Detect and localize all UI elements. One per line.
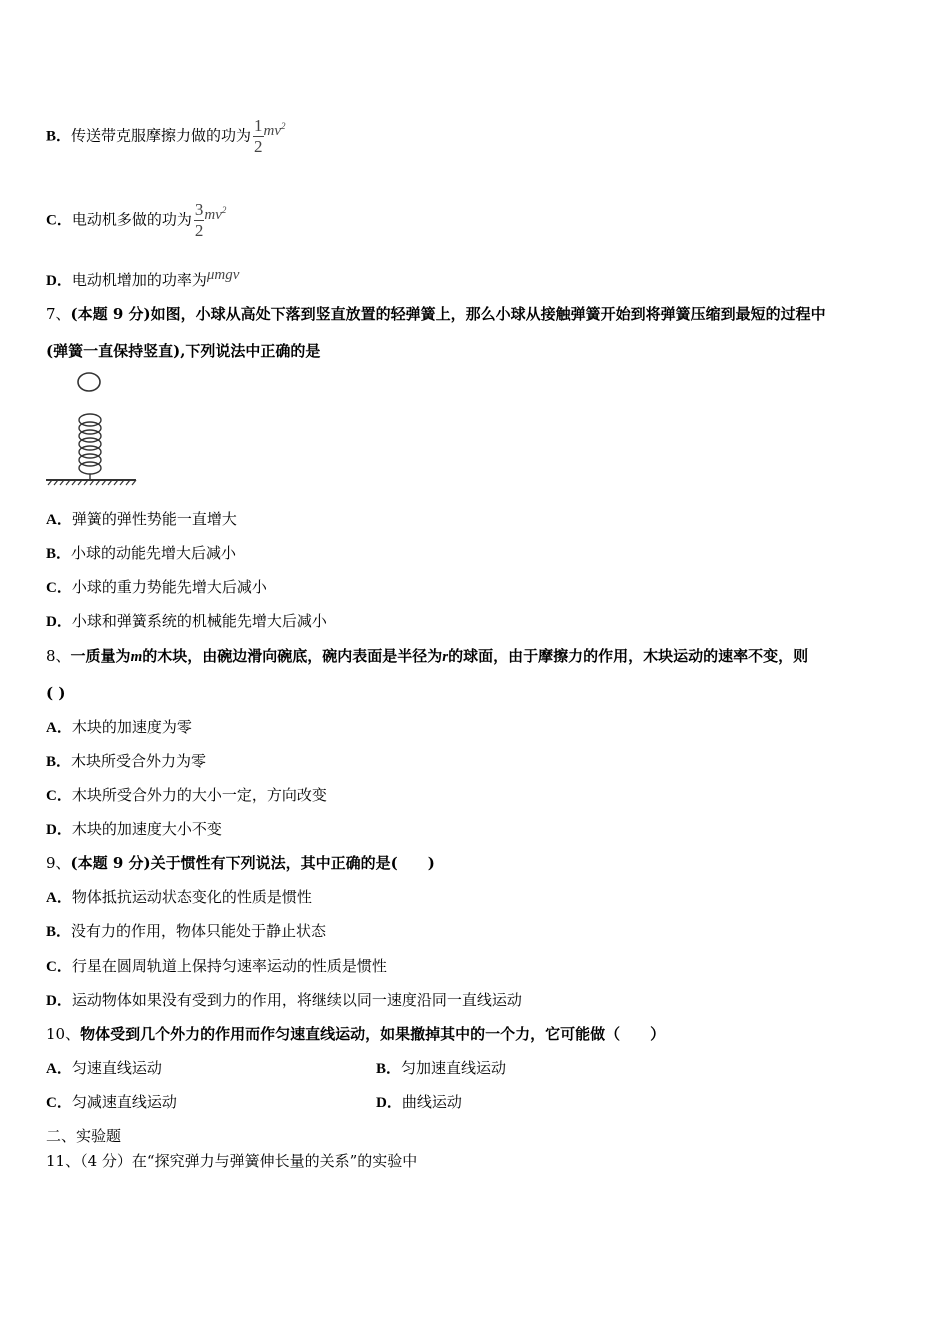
spring-figure xyxy=(44,370,140,488)
spring xyxy=(79,414,101,480)
q10-option-c: C．匀减速直线运动 xyxy=(46,1093,177,1111)
q10-stem: 10、物体受到几个外力的作用而作匀速直线运动，如果撤掉其中的一个力，它可能做（ ） xyxy=(46,1025,666,1043)
q7-option-a: A．弹簧的弹性势能一直增大 xyxy=(46,510,237,528)
q6-option-c: C．电动机多做的功为 $\frac{3}{2}$ $mv^2$ xyxy=(46,200,227,240)
q6-option-d: D．电动机增加的功率为μmgv xyxy=(46,267,240,289)
q8-option-c: C．木块所受合外力的大小一定，方向改变 xyxy=(46,786,327,804)
fraction: $\frac{3}{2}$ xyxy=(194,200,204,240)
formula: $mv^2$ xyxy=(263,121,286,139)
q10-option-b: B．匀加速直线运动 xyxy=(376,1059,507,1077)
q9-option-c: C．行星在圆周轨道上保持匀速率运动的性质是惯性 xyxy=(46,957,387,975)
q11-stem: 11、（4 分）在“探究弹力与弹簧伸长量的关系”的实验中 xyxy=(46,1152,418,1170)
section-heading: 二、实验题 xyxy=(46,1127,122,1145)
ground xyxy=(46,480,136,485)
formula: $mv^2$ xyxy=(204,205,227,223)
q9-stem: 9、(本题 9 分)关于惯性有下列说法，其中正确的是( ) xyxy=(46,854,435,872)
formula: μmgv xyxy=(206,267,240,283)
q7-stem-line2: (弹簧一直保持竖直),下列说法中正确的是 xyxy=(46,342,321,360)
q7-option-c: C．小球的重力势能先增大后减小 xyxy=(46,578,267,596)
q8-option-b: B．木块所受合外力为零 xyxy=(46,752,207,770)
q7-option-b: B．小球的动能先增大后减小 xyxy=(46,544,237,562)
q7-stem-line1: 7、(本题 9 分)如图，小球从高处下落到竖直放置的轻弹簧上，那么小球从接触弹簧开始到将弹簧压缩到最短的过程中 xyxy=(46,305,826,323)
q9-option-a: A．物体抵抗运动状态变化的性质是惯性 xyxy=(46,888,312,906)
q7-option-d: D．小球和弹簧系统的机械能先增大后减小 xyxy=(46,612,327,630)
q8-stem-line2: ( ) xyxy=(46,684,66,702)
q10-option-d: D．曲线运动 xyxy=(376,1093,462,1111)
q8-stem-line1: 8、一质量为m的木块，由碗边滑向碗底，碗内表面是半径为r的球面，由于摩擦力的作用，木块运动的速率不变，则 xyxy=(46,647,809,665)
q9-option-d: D．运动物体如果没有受到力的作用，将继续以同一速度沿同一直线运动 xyxy=(46,991,522,1009)
fraction: $\frac{1}{2}$ xyxy=(254,116,263,156)
q8-option-a: A．木块的加速度为零 xyxy=(46,718,192,736)
q9-option-b: B．没有力的作用，物体只能处于静止状态 xyxy=(46,922,327,940)
q6-option-b: B．传送带克服摩擦力做的功为 $\frac{1}{2}$ $mv^2$ xyxy=(46,116,286,156)
ball xyxy=(78,373,100,391)
q8-option-d: D．木块的加速度大小不变 xyxy=(46,820,222,838)
q10-option-a: A．匀速直线运动 xyxy=(46,1059,162,1077)
